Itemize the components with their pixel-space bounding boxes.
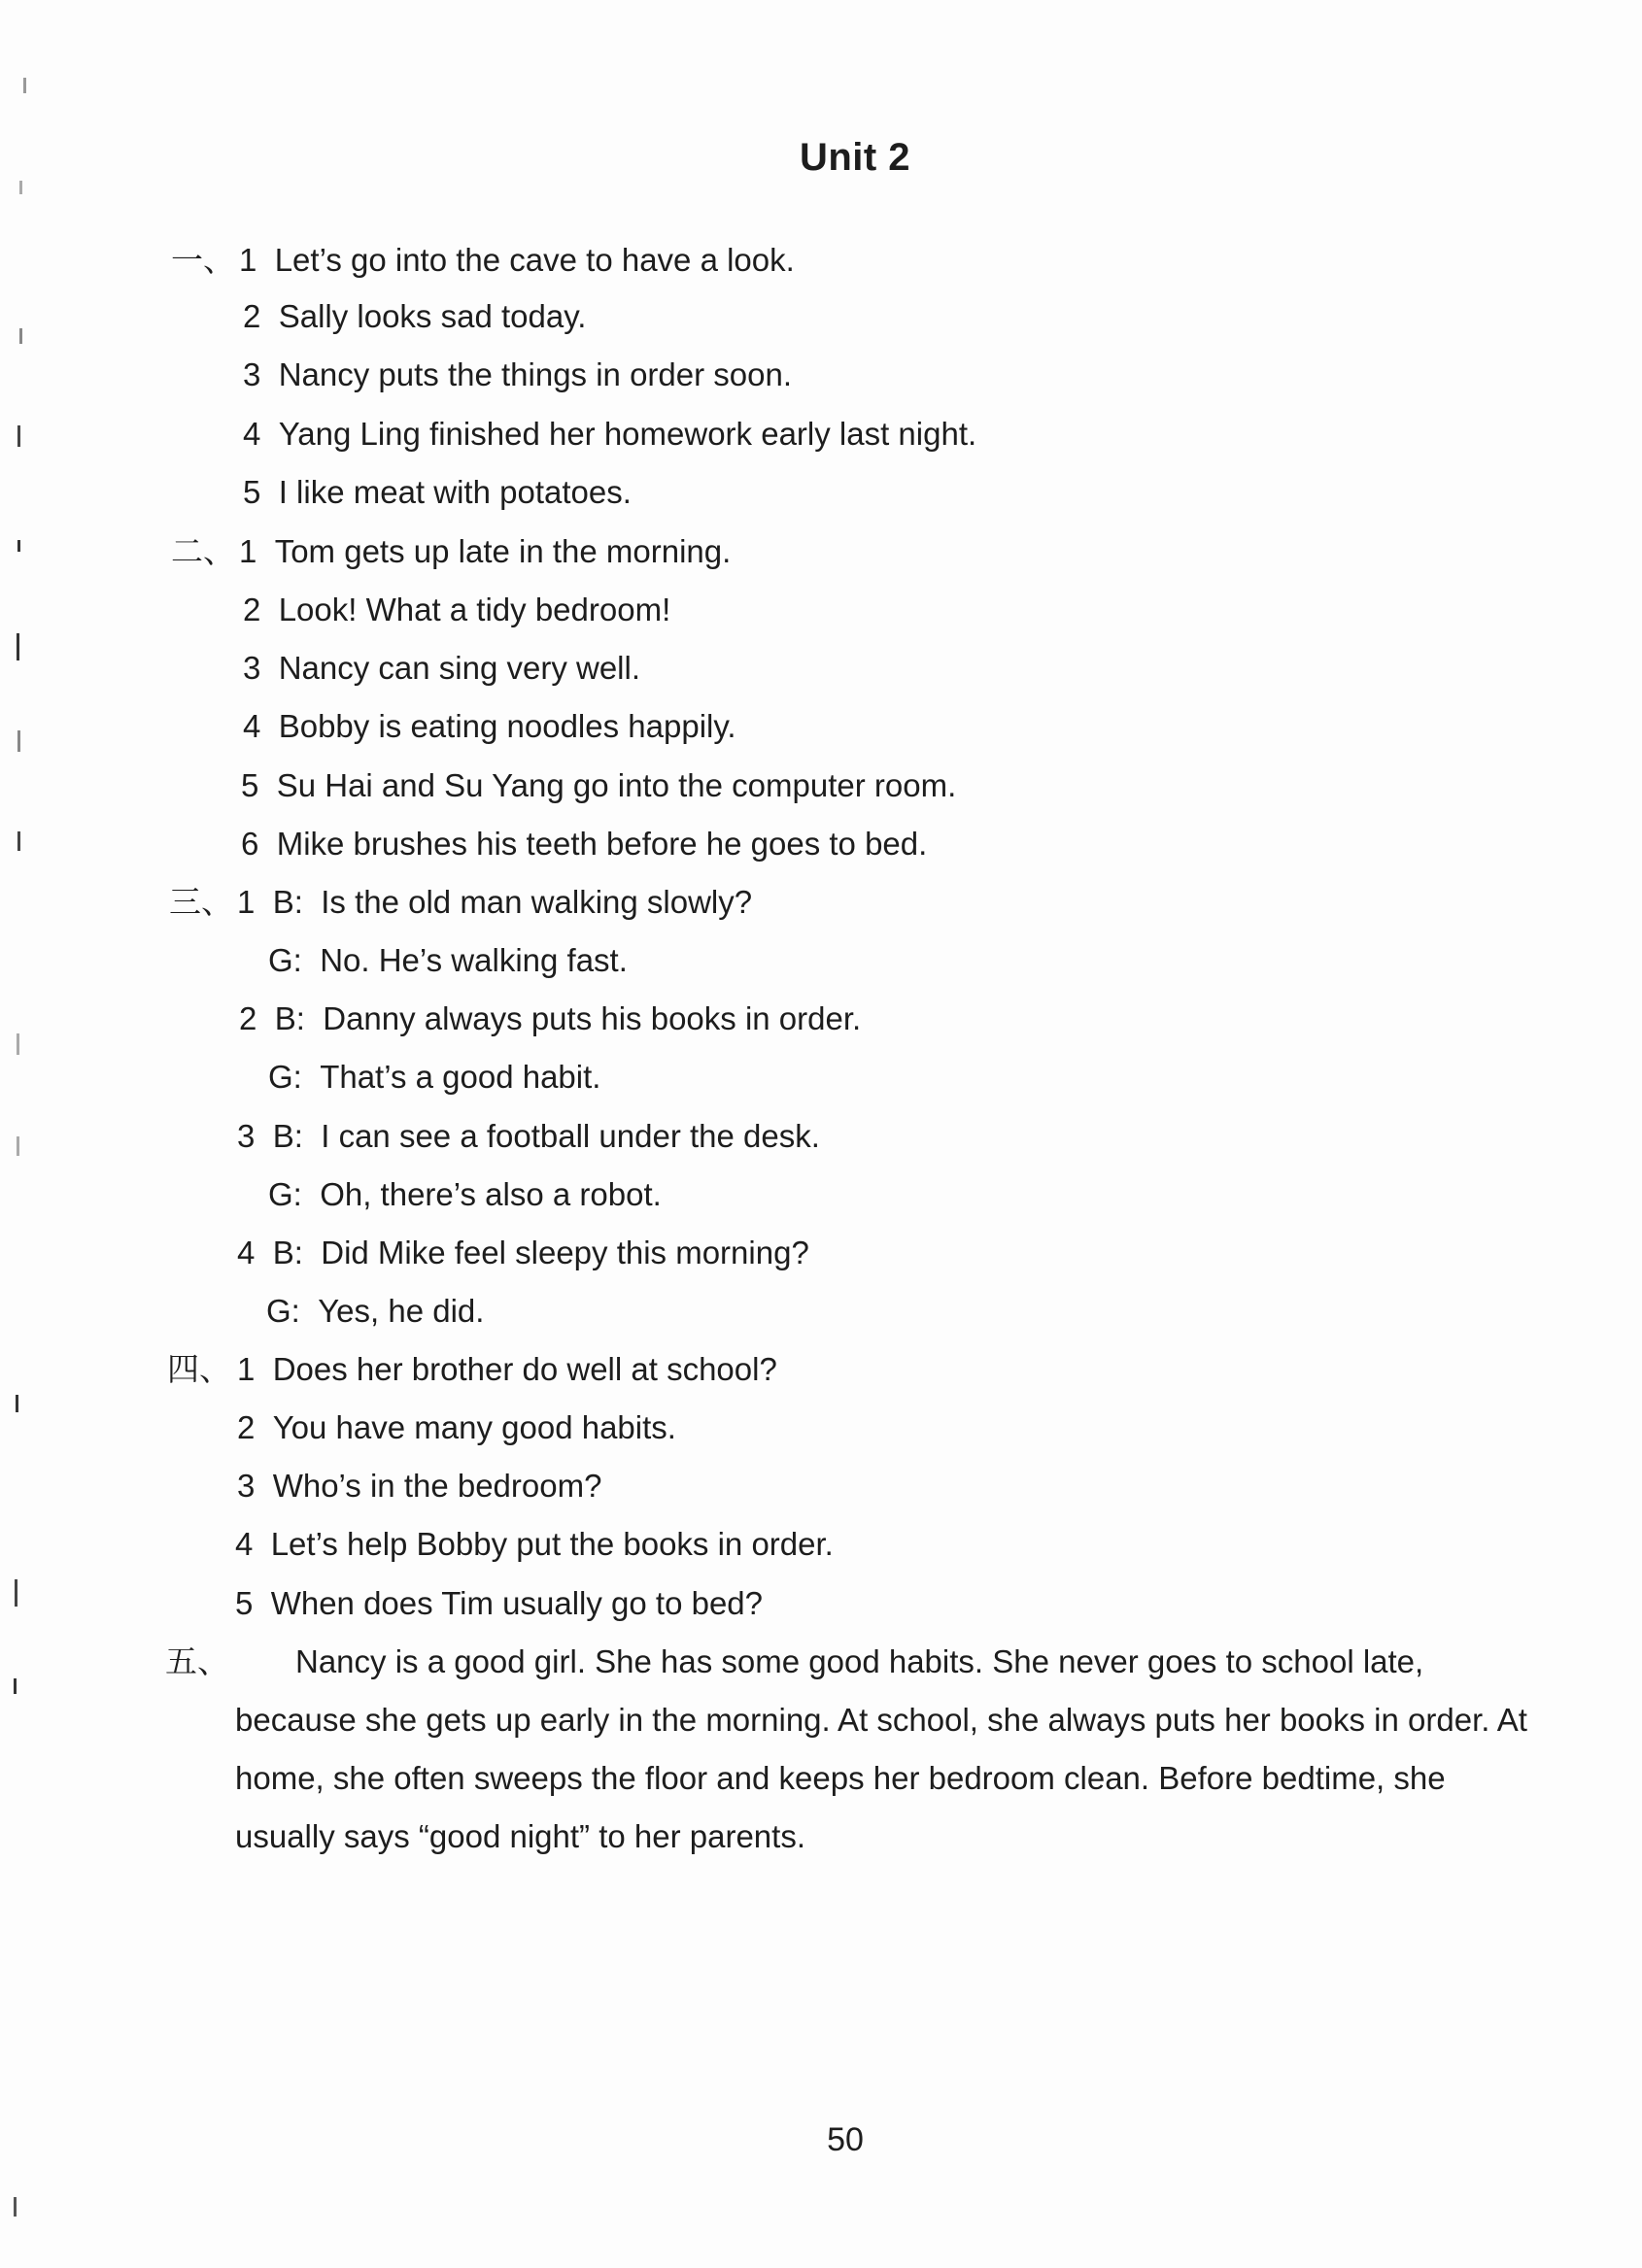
item-number: 1 bbox=[237, 1351, 256, 1387]
scan-mark bbox=[14, 1678, 17, 1694]
section-marker-5: 五、 bbox=[165, 1642, 229, 1680]
scan-mark bbox=[17, 1033, 19, 1055]
item-text: Tom gets up late in the morning. bbox=[274, 533, 732, 569]
section-marker-4: 四、 bbox=[167, 1350, 231, 1388]
page-number: 50 bbox=[827, 2121, 864, 2158]
list-item bbox=[239, 241, 795, 280]
dialog-line bbox=[268, 1058, 600, 1097]
scan-mark bbox=[16, 1395, 18, 1412]
item-number: 4 bbox=[237, 1235, 256, 1270]
scan-mark bbox=[17, 425, 20, 447]
dialog-text: Oh, there’s also a robot. bbox=[320, 1176, 662, 1212]
speaker-g: G: bbox=[268, 1059, 302, 1095]
item-number: 4 bbox=[243, 708, 261, 744]
list-item bbox=[243, 415, 976, 454]
dialog-text: Is the old man walking slowly? bbox=[321, 884, 753, 920]
dialog-text: Danny always puts his books in order. bbox=[323, 1000, 862, 1036]
speaker-g: G: bbox=[268, 1176, 302, 1212]
list-item bbox=[243, 297, 586, 336]
item-number: 6 bbox=[241, 826, 259, 862]
list-item bbox=[237, 1350, 777, 1389]
list-item bbox=[239, 532, 731, 571]
item-number: 2 bbox=[243, 592, 261, 627]
item-text: You have many good habits. bbox=[272, 1409, 676, 1445]
list-item bbox=[237, 1467, 601, 1506]
section-marker-3: 三、 bbox=[169, 883, 233, 921]
scan-mark bbox=[17, 1136, 19, 1156]
item-number: 5 bbox=[241, 767, 259, 803]
item-text: Nancy puts the things in order soon. bbox=[278, 356, 793, 392]
item-text: Su Hai and Su Yang go into the computer room. bbox=[276, 767, 957, 803]
speaker-b: B: bbox=[272, 1235, 303, 1270]
item-text: Nancy can sing very well. bbox=[278, 650, 641, 686]
item-number: 2 bbox=[237, 1409, 256, 1445]
item-number: 2 bbox=[243, 298, 261, 334]
list-item bbox=[243, 591, 670, 629]
dialog-text: That’s a good habit. bbox=[320, 1059, 601, 1095]
scan-mark bbox=[17, 831, 20, 851]
item-text: Let’s go into the cave to have a look. bbox=[274, 242, 795, 278]
item-text: Let’s help Bobby put the books in order. bbox=[270, 1526, 834, 1562]
scan-mark bbox=[23, 78, 26, 93]
item-text: Mike brushes his teeth before he goes to bed. bbox=[276, 826, 928, 862]
speaker-b: B: bbox=[272, 884, 303, 920]
list-item bbox=[243, 649, 640, 688]
scan-mark bbox=[17, 633, 19, 660]
speaker-b: B: bbox=[272, 1118, 303, 1154]
scan-mark bbox=[15, 1579, 17, 1607]
section-marker-1: 一、 bbox=[171, 241, 235, 279]
item-number: 5 bbox=[235, 1585, 254, 1621]
dialog-line bbox=[237, 1117, 820, 1156]
item-text: Sally looks sad today. bbox=[278, 298, 587, 334]
list-item bbox=[243, 355, 792, 394]
list-item bbox=[243, 707, 736, 746]
item-number: 5 bbox=[243, 474, 261, 510]
dialog-text: I can see a football under the desk. bbox=[321, 1118, 820, 1154]
speaker-g: G: bbox=[266, 1293, 300, 1329]
dialog-text: No. He’s walking fast. bbox=[320, 942, 628, 978]
item-number: 1 bbox=[239, 242, 257, 278]
dialog-line bbox=[237, 1234, 809, 1272]
scan-mark bbox=[19, 328, 22, 344]
list-item bbox=[237, 1408, 676, 1447]
dialog-line bbox=[268, 941, 628, 980]
item-number: 3 bbox=[243, 650, 261, 686]
list-item bbox=[235, 1584, 763, 1623]
item-number: 4 bbox=[243, 416, 261, 452]
scan-mark bbox=[14, 2197, 17, 2217]
scan-mark bbox=[17, 540, 20, 552]
item-number: 3 bbox=[237, 1468, 256, 1504]
list-item bbox=[243, 473, 632, 512]
item-text: Yang Ling finished her homework early last night. bbox=[278, 416, 977, 452]
item-text: I like meat with potatoes. bbox=[278, 474, 632, 510]
dialog-text: Yes, he did. bbox=[318, 1293, 485, 1329]
item-text: Who’s in the bedroom? bbox=[272, 1468, 602, 1504]
scan-mark bbox=[17, 730, 20, 752]
passage-paragraph: Nancy is a good girl. She has some good habits. She never goes to school late, because she gets up early in the morning. At school, she always puts her books in order. At home, she often sweeps the floor and keeps her bedroom clean. Before bedtime, she usually says “good night” to her parents. bbox=[235, 1643, 1527, 1854]
list-item bbox=[235, 1525, 834, 1564]
section-marker-2: 二、 bbox=[171, 532, 235, 570]
list-item bbox=[241, 825, 927, 863]
item-text: When does Tim usually go to bed? bbox=[270, 1585, 763, 1621]
item-number: 3 bbox=[243, 356, 261, 392]
item-number: 4 bbox=[235, 1526, 254, 1562]
item-number: 3 bbox=[237, 1118, 256, 1154]
item-text: Bobby is eating noodles happily. bbox=[278, 708, 736, 744]
dialog-line bbox=[239, 999, 861, 1038]
speaker-b: B: bbox=[274, 1000, 305, 1036]
item-number: 2 bbox=[239, 1000, 257, 1036]
page-title: Unit 2 bbox=[799, 136, 911, 179]
item-text: Does her brother do well at school? bbox=[272, 1351, 777, 1387]
scan-mark bbox=[19, 181, 22, 194]
dialog-line bbox=[268, 1175, 662, 1214]
item-number: 1 bbox=[237, 884, 256, 920]
item-number: 1 bbox=[239, 533, 257, 569]
dialog-line bbox=[237, 883, 752, 922]
dialog-text: Did Mike feel sleepy this morning? bbox=[321, 1235, 809, 1270]
item-text: Look! What a tidy bedroom! bbox=[278, 592, 671, 627]
speaker-g: G: bbox=[268, 942, 302, 978]
list-item bbox=[241, 766, 956, 805]
dialog-line bbox=[266, 1292, 484, 1331]
